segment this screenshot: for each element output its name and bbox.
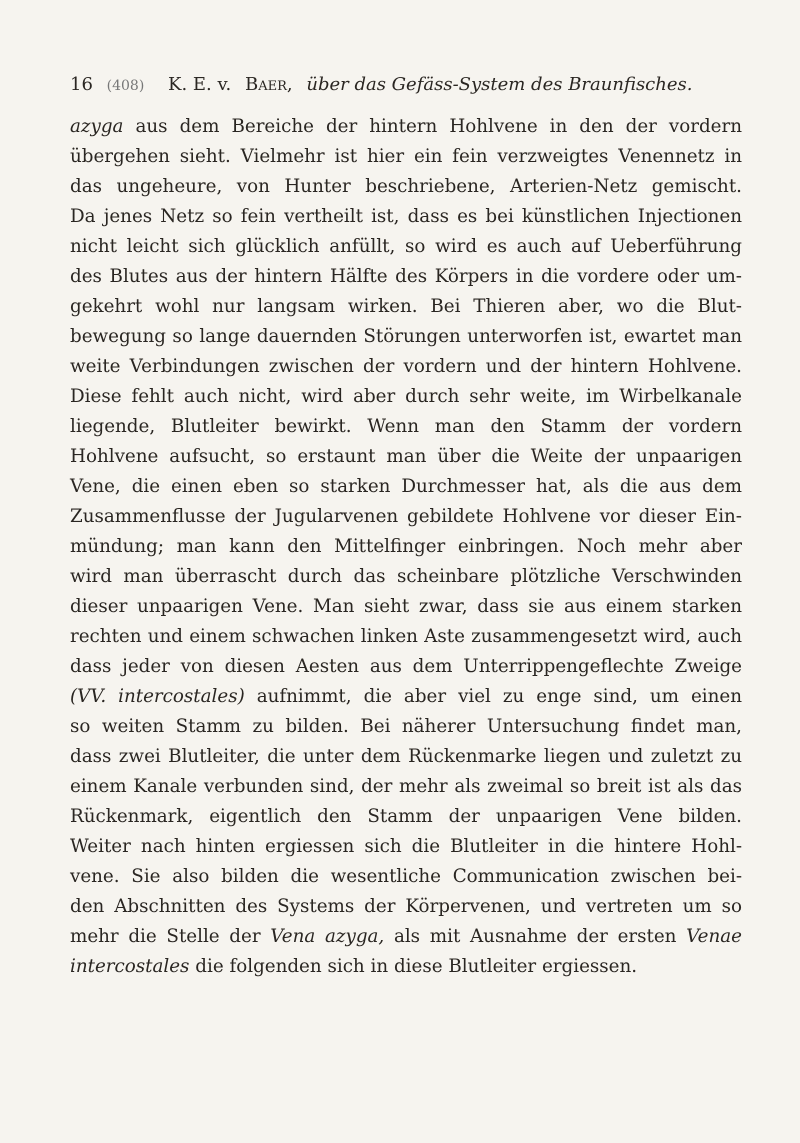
- body-text: [70, 112, 742, 982]
- running-header: [70, 74, 740, 95]
- text-line: intercostales die folgenden sich in diese Blutleiter ergiessen.: [70, 956, 638, 977]
- text-line: wird man überrascht durch das scheinbare plötzliche Verschwinden: [70, 566, 742, 587]
- text-line: so weiten Stamm zu bilden. Bei näherer Untersuchung findet man,: [70, 716, 742, 737]
- text-line: mündung; man kann den Mittelfinger einbringen. Noch mehr aber: [70, 536, 742, 557]
- page-number: 16: [70, 74, 93, 95]
- text-line: den Abschnitten des Systems der Körpervenen, und vertreten um so: [70, 896, 742, 917]
- text-line: dass zwei Blutleiter, die unter dem Rückenmarke liegen und zuletzt zu: [70, 746, 742, 767]
- text-line: gekehrt wohl nur langsam wirken. Bei Thieren aber, wo die Blut-: [70, 296, 742, 317]
- text-line: Vene, die einen eben so starken Durchmesser hat, als die aus dem: [70, 476, 742, 497]
- text-line: nicht leicht sich glücklich anfüllt, so wird es auch auf Ueberführung: [70, 236, 742, 257]
- text-line: das ungeheure, von Hunter beschriebene, Arterien-Netz gemischt.: [70, 176, 742, 197]
- text-line: Rückenmark, eigentlich den Stamm der unpaarigen Vene bilden.: [70, 806, 742, 827]
- text-line: mehr die Stelle der Vena azyga, als mit Ausnahme der ersten Venae: [70, 926, 742, 947]
- text-line: rechten und einem schwachen linken Aste zusammengesetzt wird, auch: [70, 626, 742, 647]
- author-name: Baer,: [245, 74, 293, 95]
- text-line: liegende, Blutleiter bewirkt. Wenn man den Stamm der vordern: [70, 416, 742, 437]
- text-line: übergehen sieht. Vielmehr ist hier ein fein verzweigtes Venennetz in: [70, 146, 742, 167]
- text-line: (VV. intercostales) aufnimmt, die aber viel zu enge sind, um einen: [70, 686, 742, 707]
- text-line: weite Verbindungen zwischen der vordern und der hintern Hohlvene.: [70, 356, 742, 377]
- text-line: dass jeder von diesen Aesten aus dem Unterrippengeflechte Zweige: [70, 656, 742, 677]
- text-line: Da jenes Netz so fein vertheilt ist, dass es bei künstlichen Injectionen: [70, 206, 742, 227]
- text-line: einem Kanale verbunden sind, der mehr als zweimal so breit ist als das: [70, 776, 742, 797]
- text-line: bewegung so lange dauernden Störungen unterworfen ist, ewartet man: [70, 326, 742, 347]
- text-line: Zusammenflusse der Jugularvenen gebildete Hohlvene vor dieser Ein-: [70, 506, 742, 527]
- text-line: Diese fehlt auch nicht, wird aber durch sehr weite, im Wirbelkanale: [70, 386, 742, 407]
- text-line: Weiter nach hinten ergiessen sich die Blutleiter in die hintere Hohl-: [70, 836, 742, 857]
- text-line: des Blutes aus der hintern Hälfte des Körpers in die vordere oder um-: [70, 266, 742, 287]
- author-prefix: K. E. v.: [168, 74, 232, 95]
- text-line: vene. Sie also bilden die wesentliche Communication zwischen bei-: [70, 866, 742, 887]
- text-line: azyga aus dem Bereiche der hintern Hohlvene in den der vordern: [70, 116, 742, 137]
- running-title: über das Gefäss-System des Braunfisches.: [306, 74, 693, 95]
- text-line: Hohlvene aufsucht, so erstaunt man über die Weite der unpaarigen: [70, 446, 742, 467]
- original-page-number: (408): [106, 78, 145, 94]
- text-line: dieser unpaarigen Vene. Man sieht zwar, dass sie aus einem starken: [70, 596, 742, 617]
